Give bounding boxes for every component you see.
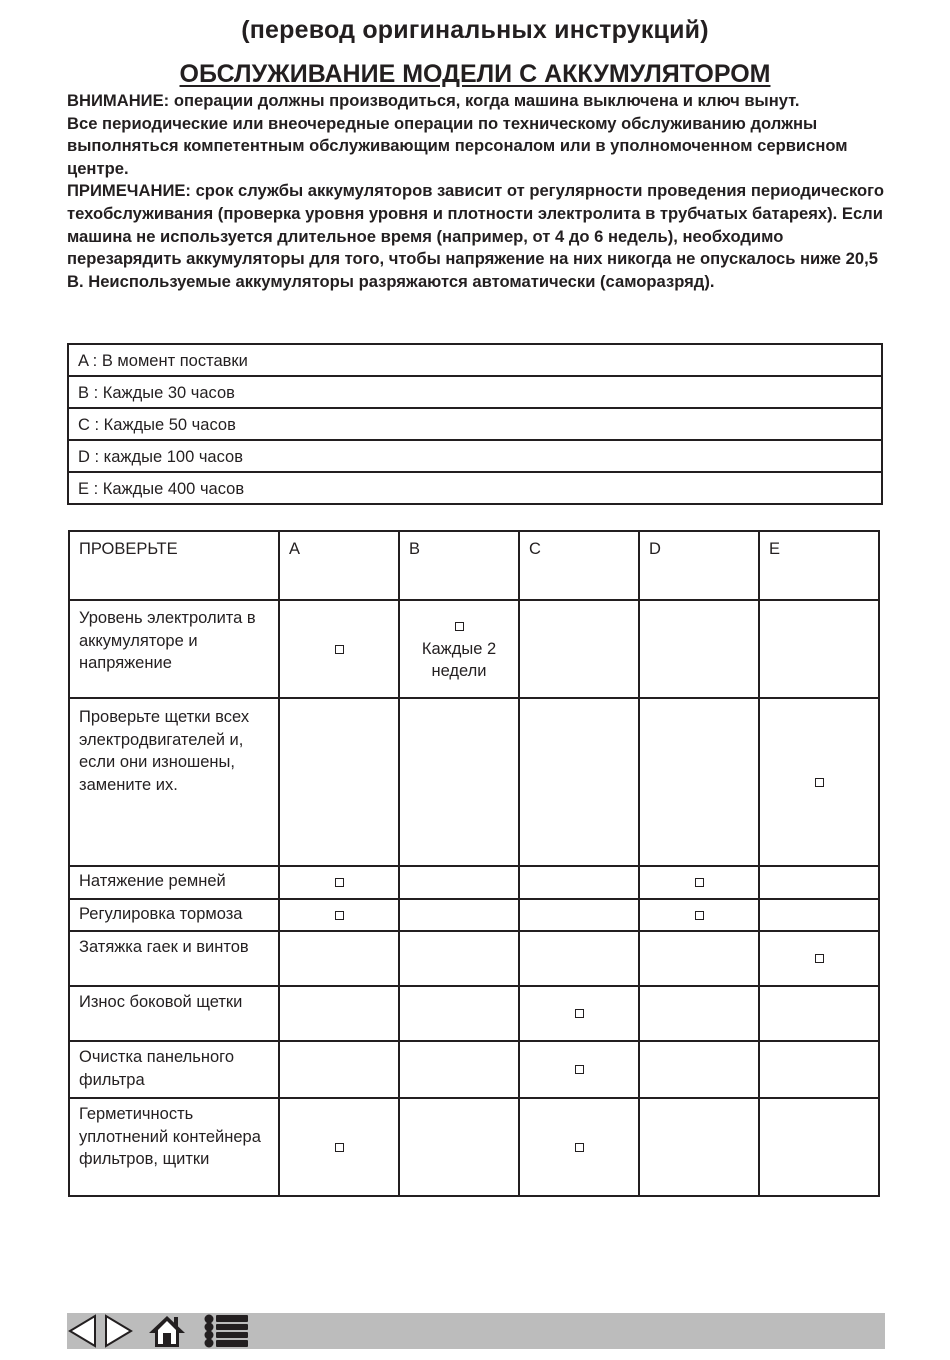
- navigation-bar: [67, 1313, 885, 1349]
- prev-page-icon[interactable]: [67, 1313, 99, 1349]
- interval-legend: [67, 343, 883, 505]
- legend-item-b: B : Каждые 30 часов: [68, 376, 882, 408]
- legend-item-e: E : Каждые 400 часов: [68, 472, 882, 504]
- cell-b: [399, 600, 519, 698]
- checkbox-icon: [695, 878, 704, 887]
- cell-c: [519, 600, 639, 698]
- warning-note: ВНИМАНИЕ: операции должны производиться, когда машина выключена и ключ вынут.: [67, 91, 800, 110]
- cell-a: [279, 1098, 399, 1196]
- task-label: Очистка панельного фильтра: [69, 1041, 279, 1098]
- cell-e: [759, 931, 879, 986]
- document-subtitle: (перевод оригинальных инструкций): [241, 16, 709, 44]
- checkbox-icon: [335, 1143, 344, 1152]
- cell-c: [519, 866, 639, 899]
- cell-c: [519, 931, 639, 986]
- table-row: [69, 698, 879, 866]
- checkbox-icon: [455, 622, 464, 631]
- cell-d: [639, 899, 759, 932]
- table-row: [69, 986, 879, 1041]
- header-e: E: [759, 531, 879, 600]
- task-label: Проверьте щетки всех электродвигателей и, если они изношены, замените их.: [69, 698, 279, 866]
- checkbox-icon: [575, 1143, 584, 1152]
- task-label: Износ боковой щетки: [69, 986, 279, 1041]
- cell-b: [399, 1041, 519, 1098]
- header-b: B: [399, 531, 519, 600]
- cell-b: [399, 986, 519, 1041]
- cell-c: [519, 1041, 639, 1098]
- cell-e: [759, 986, 879, 1041]
- header-check: ПРОВЕРЬТЕ: [69, 531, 279, 600]
- cell-d: [639, 1041, 759, 1098]
- header-c: C: [519, 531, 639, 600]
- table-row: [69, 1041, 879, 1098]
- cell-c: [519, 986, 639, 1041]
- cell-a: [279, 899, 399, 932]
- cell-d: [639, 986, 759, 1041]
- cell-d: [639, 1098, 759, 1196]
- cell-e: [759, 899, 879, 932]
- table-row: [69, 899, 879, 932]
- header-a: A: [279, 531, 399, 600]
- interval-note: Каждые 2 недели: [421, 639, 497, 681]
- table-row: [69, 931, 879, 986]
- header-d: D: [639, 531, 759, 600]
- notes-block: [67, 90, 887, 293]
- cell-e: [759, 1098, 879, 1196]
- cell-a: [279, 866, 399, 899]
- cell-c: [519, 899, 639, 932]
- checkbox-icon: [335, 645, 344, 654]
- cell-a: [279, 698, 399, 866]
- home-icon[interactable]: [147, 1313, 187, 1349]
- cell-b: [399, 931, 519, 986]
- cell-a: [279, 1041, 399, 1098]
- table-row: [69, 1098, 879, 1196]
- checkbox-icon: [815, 954, 824, 963]
- table-row: [69, 600, 879, 698]
- cell-b: [399, 698, 519, 866]
- task-label: Герметичность уплотнений контейнера фильтров, щитки: [69, 1098, 279, 1196]
- legend-item-c: C : Каждые 50 часов: [68, 408, 882, 440]
- contents-list-icon[interactable]: [202, 1313, 250, 1349]
- cell-e: [759, 600, 879, 698]
- maintenance-table: [68, 530, 880, 1197]
- checkbox-icon: [335, 911, 344, 920]
- legend-item-d: D : каждые 100 часов: [68, 440, 882, 472]
- task-label: Затяжка гаек и винтов: [69, 931, 279, 986]
- cell-c: [519, 698, 639, 866]
- checkbox-icon: [815, 778, 824, 787]
- checkbox-icon: [575, 1065, 584, 1074]
- personnel-note: Все периодические или внеочередные операции по техническому обслуживанию должны выполняться компетентным обслуживающим персоналом или в уполномоченном сервисном центре.: [67, 113, 848, 178]
- table-row: [69, 866, 879, 899]
- cell-d: [639, 600, 759, 698]
- cell-b: [399, 1098, 519, 1196]
- cell-d: [639, 698, 759, 866]
- next-page-icon[interactable]: [102, 1313, 134, 1349]
- checkbox-icon: [695, 911, 704, 920]
- checkbox-icon: [335, 878, 344, 887]
- cell-c: [519, 1098, 639, 1196]
- table-header-row: [69, 531, 879, 600]
- cell-a: [279, 600, 399, 698]
- page-title: ОБСЛУЖИВАНИЕ МОДЕЛИ С АККУМУЛЯТОРОМ: [179, 60, 771, 88]
- cell-a: [279, 931, 399, 986]
- cell-e: [759, 1041, 879, 1098]
- cell-d: [639, 931, 759, 986]
- cell-a: [279, 986, 399, 1041]
- checkbox-icon: [575, 1009, 584, 1018]
- legend-item-a: A : В момент поставки: [68, 344, 882, 376]
- cell-e: [759, 698, 879, 866]
- cell-b: [399, 899, 519, 932]
- battery-remark: ПРИМЕЧАНИЕ: срок службы аккумуляторов зависит от регулярности проведения периодического техобслуживания (проверка уровня уровня и плотности электролита в трубчатых батареях). Если машина не используется длительное время (например, от 4 до 6 недель), необходимо перезарядить аккумуляторы для того, чтобы напряжение на них никогда не опускалось ниже 20,5 В. Неиспользуемые аккумуляторы разряжаются автоматически (саморазряд).: [67, 181, 885, 291]
- task-label: Натяжение ремней: [69, 866, 279, 899]
- cell-b: [399, 866, 519, 899]
- task-label: Уровень электролита в аккумуляторе и напряжение: [69, 600, 279, 698]
- cell-e: [759, 866, 879, 899]
- cell-d: [639, 866, 759, 899]
- task-label: Регулировка тормоза: [69, 899, 279, 932]
